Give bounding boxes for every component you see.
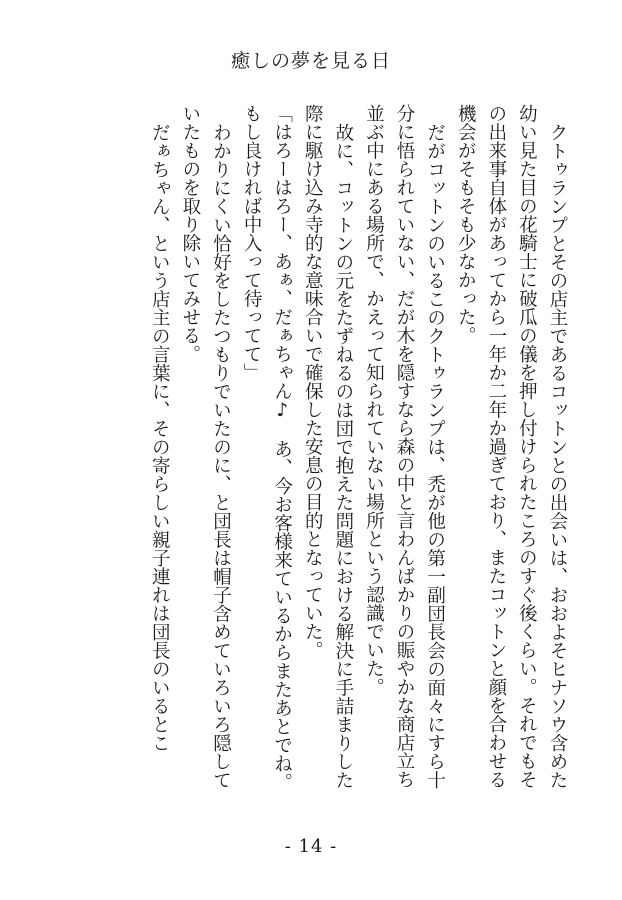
paragraph: 故に、コットンの元をたずねるのは団で抱えた問題における解決に手詰まりした際に駆け込み寺的な意味合いで確保した安息の目的となっていた。: [302, 104, 354, 789]
paragraph: わかりにくい恰好をしたつもりでいたのに、と団長は帽子含めていろいろ隠していたものを取り除いてみせる。: [179, 104, 232, 789]
page-header-title: 癒しの夢を見る日: [230, 50, 391, 72]
paragraph: だぁちゃん、という店主の言葉に、その寄らしい親子連れは団長のいるとこ: [149, 122, 171, 752]
paragraph: だがコットンのいるこのクトゥランプは、禿が他の第一副団長会の面々にすら十分に悟られていない、だが木を隠すなら森の中と言わんばかりの賑やかな商店立ち並ぶ中にある場所で、かえって知られていない場所という認識でいた。: [363, 104, 446, 789]
vertical-body-text: [144, 104, 572, 794]
paragraph: クトゥランプとその店主であるコットンとの出会いは、おおよそヒナソウ含めた幼い見た目の花騎士に破瓜の儀を押し付けられたころのすぐ後くらい。それでもその出来事自体があってから一年か二年か過ぎており、またコットンと顔を合わせる機会がそもそも少なかった。: [455, 104, 568, 789]
page-number: - 14 -: [284, 836, 338, 857]
dialogue-paragraph: 「はろーはろー、あぁ、だぁちゃん♪ あ、今お客様来ているからまたあとでね。もし良ければ中入って待ってて」: [241, 104, 293, 791]
